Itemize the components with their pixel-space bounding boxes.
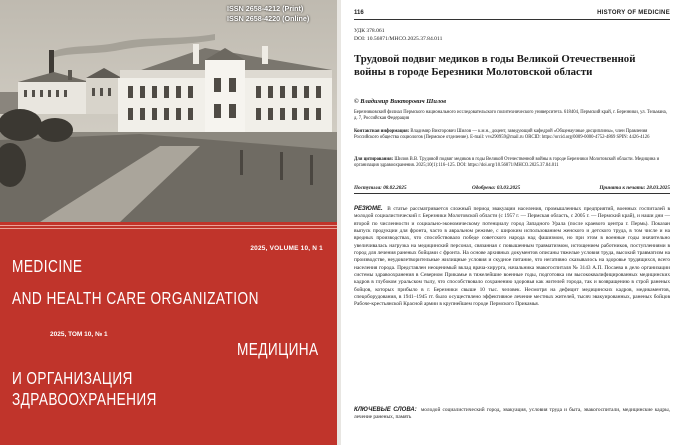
cover-year-volume-ru: 2025, ТОМ 10, № 1 <box>50 331 108 338</box>
accepted-date: Принята к печати: 28.03.2025 <box>599 185 670 191</box>
abstract <box>354 206 670 309</box>
issn-print: ISSN 2658-4212 (Print) <box>227 4 304 13</box>
citation-text: Шилов В.В. Трудовой подвиг медиков в годы Великой Отечественной войны в городе Березники Молотовской области. Медицина и организация здравоохранения. 2025;10(1):116–125. DOI: https://doi.org/10.56871/MHCO.2025.37.84.011 <box>354 157 660 169</box>
keywords <box>354 407 670 422</box>
udc: УДК 378.061 <box>354 28 385 34</box>
affiliation: Березниковский филиал Пермского национального исследовательского политехнического университета. 618404, Пермский край, г. Березники, ул. Тельмана, д. 7, Российская Федерация <box>354 110 667 122</box>
udc-doi-block <box>354 28 442 43</box>
cover-title-en-line1: MEDICINE <box>12 256 83 276</box>
abstract-label: РЕЗЮМЕ. <box>354 206 383 212</box>
contact-label: Контактная информация: <box>354 129 410 134</box>
doi: DOI: 10.56871/MHCO.2025.37.84.011 <box>354 35 443 42</box>
issn-online: ISSN 2658-4220 (Online) <box>227 14 310 23</box>
abstract-text: В статье рассматривается сложный период эвакуации населения, промышленных предприятий, военных госпиталей в молодой социалистический г. Березники Молотовской области (с 1957 г. — Пермская область, с 2005 г. — Пермский край), и наши дни — второй по численности и социально-экономическому потенциалу город Западного Урала (после краевого центра г. Пермь). Показан выпуск продукции для фронта, часто в авральном режиме, с широким использованием женского и детского труда, в том числе и на вредных производствах, что способствовало победе советского народа над фашизмом, но при этом в военные годы значительно увеличивалась нагрузка на медицинский персонал, связанная с повышенным травматизмом, истощением работников, поступлениями в город для лечения раненых бойцами с фронта. На основе архивных документов описаны тяжелые условия труда, высокий травматизм на производстве, неудовлетворительные жилищные условия и скудное питание, что негативно сказывалось на здоровье трудящихся, всего населения города. Представлен неоценимый вклад врача-хирурга, начальника эвакогоспиталя № 3143 А.П. Посаева в дело организации системы здравоохранения в Северном Прикамье в тяжелейшие военные годы, подготовка им высококвалифицированных медицинских кадров в глубоком уральском тылу, что способствовало сохранению здоровья как жителей города, так и возвращению в строй раненых бойцов, которых прибыло в г. Березники свыше 10 тыс. человек. Несмотря на дефицит медицинских кадров, медикаментов, спецоборудования, в 1941–1945 гг. было осуществлено эффективное лечение местных жителей, тысяч эвакуированных, раненых бойцов Рабоче-крестьянской Красной армии в крупнейшем городе Пермского Прикамья. <box>354 206 670 308</box>
author-name: © Владимир Викторович Шилов <box>354 98 447 105</box>
citation <box>354 157 670 170</box>
cover-divider-lines <box>0 225 337 229</box>
revised-date: Одобрена: 03.03.2025 <box>472 185 521 191</box>
cover-photo-hospital-building <box>0 0 337 222</box>
keywords-label: КЛЮЧЕВЫЕ СЛОВА: <box>354 407 417 413</box>
journal-cover <box>0 0 337 445</box>
page-header <box>354 8 670 20</box>
cover-title-ru-line1: МЕДИЦИНА <box>237 339 319 359</box>
cover-title-en-line2: AND HEALTH CARE ORGANIZATION <box>12 288 259 308</box>
received-date: Поступила: 08.02.2025 <box>354 185 407 191</box>
cover-year-volume-en: 2025, VOLUME 10, N 1 <box>250 245 323 252</box>
contact-text: Владимир Викторович Шилов — к.м.н., доцент, заведующий кафедрой «Общенаучные дисциплины», член Правления Российского общества социологов (Пермское отделение). E-mail: vvs290959@mail.ru ORCID: https://orcid.org/0009-0000-4752-4869 SPIN: 4426-4126 <box>354 129 650 141</box>
page-number: 116 <box>354 10 364 16</box>
cover-title-ru-line2: И ОРГАНИЗАЦИЯ ЗДРАВООХРАНЕНИЯ <box>12 368 157 409</box>
historic-building-illustration <box>0 0 337 222</box>
citation-label: Для цитирования: <box>354 157 394 162</box>
article-dates <box>354 184 670 194</box>
article-title: Трудовой подвиг медиков в годы Великой Отечественной войны в городе Березники Молотовской области <box>354 53 636 78</box>
article-page <box>341 0 681 445</box>
section-title: HISTORY OF MEDICINE <box>597 10 670 16</box>
issn-block <box>227 4 309 24</box>
contact-info <box>354 129 670 142</box>
keywords-text: молодой социалистический город, эвакуация, условия труда и быта, эвакогоспитали, медицинские кадры, лечение раненых, память <box>354 407 670 421</box>
